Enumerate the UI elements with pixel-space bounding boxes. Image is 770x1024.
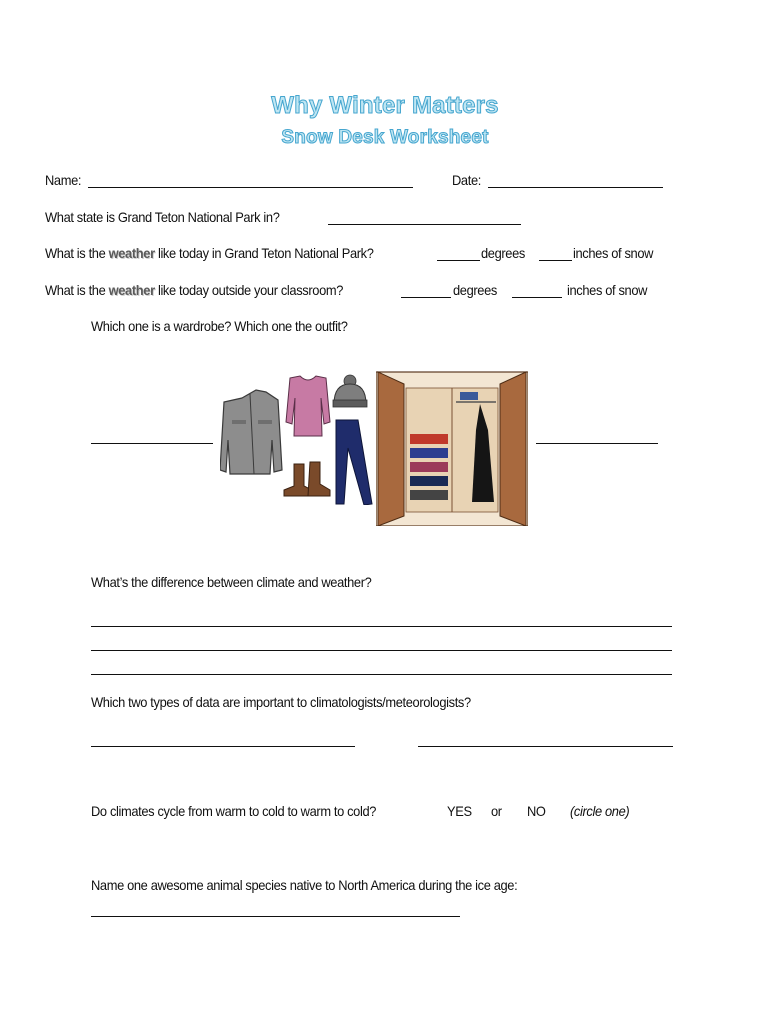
jeans-icon bbox=[336, 420, 372, 505]
q3-suffix: like today outside your classroom? bbox=[157, 282, 344, 298]
q3-weather-word: weather bbox=[108, 282, 155, 298]
question-climate-weather: What’s the difference between climate and weather? bbox=[91, 574, 372, 590]
page-title: Why Winter Matters bbox=[271, 92, 499, 119]
circle-one-note: (circle one) bbox=[570, 803, 630, 819]
class-snow-label: inches of snow bbox=[567, 282, 648, 298]
question-classroom-weather bbox=[45, 282, 343, 298]
date-label: Date: bbox=[452, 172, 481, 188]
park-snow-field[interactable] bbox=[539, 260, 572, 261]
yes-option[interactable]: YES bbox=[447, 803, 472, 819]
or-label: or bbox=[491, 803, 502, 819]
q2-weather-word: weather bbox=[108, 245, 155, 261]
question-climate-cycle: Do climates cycle from warm to cold to warm to cold? bbox=[91, 803, 377, 819]
climate-answer-line-1[interactable] bbox=[91, 626, 672, 627]
question-park-weather bbox=[45, 245, 374, 261]
jacket-icon bbox=[220, 390, 282, 474]
question-wardrobe: Which one is a wardrobe? Which one the outfit? bbox=[91, 318, 348, 334]
date-field[interactable] bbox=[488, 187, 663, 188]
name-label: Name: bbox=[45, 172, 82, 188]
q3-prefix: What is the bbox=[45, 282, 106, 298]
page-subtitle: Snow Desk Worksheet bbox=[281, 127, 489, 148]
name-field[interactable] bbox=[88, 187, 413, 188]
climate-answer-line-2[interactable] bbox=[91, 650, 672, 651]
closet-icon bbox=[376, 370, 528, 526]
data-type-1-field[interactable] bbox=[91, 746, 355, 747]
class-degrees-label: degrees bbox=[453, 282, 497, 298]
outfit-illustration bbox=[220, 370, 380, 505]
q2-suffix: like today in Grand Teton National Park? bbox=[157, 245, 374, 261]
class-degrees-field[interactable] bbox=[401, 297, 451, 298]
question-ice-age-animal: Name one awesome animal species native to North America during the ice age: bbox=[91, 877, 518, 893]
boots-icon bbox=[284, 462, 330, 496]
beanie-icon bbox=[333, 375, 367, 407]
wardrobe-illustration bbox=[376, 370, 528, 526]
state-answer-field[interactable] bbox=[328, 224, 521, 225]
no-option[interactable]: NO bbox=[527, 803, 546, 819]
class-snow-field[interactable] bbox=[512, 297, 562, 298]
animal-answer-field[interactable] bbox=[91, 916, 460, 917]
wardrobe-answer-field[interactable] bbox=[536, 443, 658, 444]
outfit-answer-field[interactable] bbox=[91, 443, 213, 444]
q2-prefix: What is the bbox=[45, 245, 106, 261]
data-type-2-field[interactable] bbox=[418, 746, 673, 747]
climate-answer-line-3[interactable] bbox=[91, 674, 672, 675]
park-snow-label: inches of snow bbox=[573, 245, 654, 261]
park-degrees-field[interactable] bbox=[437, 260, 480, 261]
sweater-icon bbox=[286, 376, 330, 436]
question-state: What state is Grand Teton National Park in? bbox=[45, 209, 280, 225]
park-degrees-label: degrees bbox=[481, 245, 525, 261]
question-data-types: Which two types of data are important to climatologists/meteorologists? bbox=[91, 694, 471, 710]
